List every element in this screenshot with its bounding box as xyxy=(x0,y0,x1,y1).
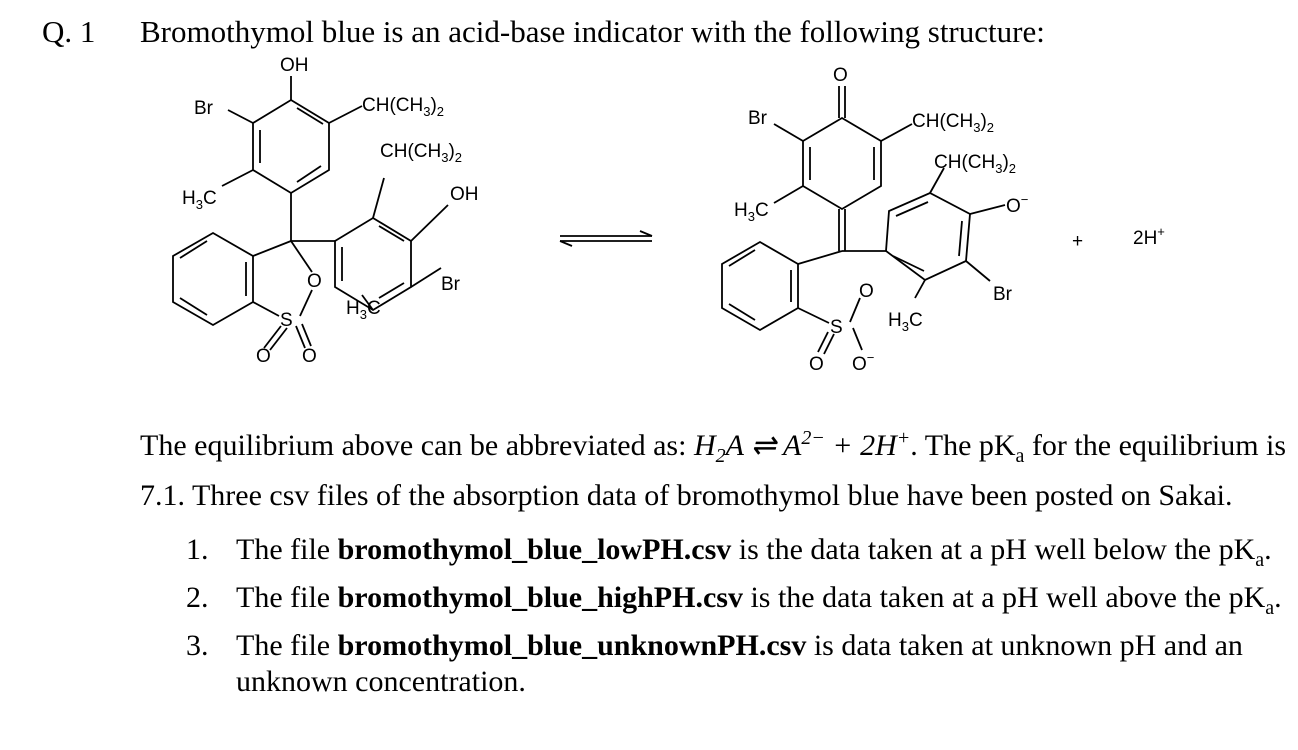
equation: $H_2A$ ⇌ $A^{2-} + 2H^+$ xyxy=(693,427,911,467)
right-phenolate-o: O− xyxy=(1006,192,1029,217)
left-isopropyl-a: $CH(CH_3)_2$ xyxy=(362,95,445,119)
left-isopropyl-b: $CH(CH_3)_2$ xyxy=(380,141,463,165)
left-oh-top: OH xyxy=(280,55,309,76)
right-br: Br xyxy=(748,108,767,129)
plus-sign: + xyxy=(1072,231,1084,252)
question-text: Bromothymol blue is an acid-base indicator with the following structure: xyxy=(140,14,1045,49)
right-br-bottom: Br xyxy=(993,284,1012,305)
left-sulfur: S xyxy=(280,310,293,331)
question-number: Q. 1 xyxy=(42,14,96,49)
right-methyl: $H_3C$ xyxy=(734,200,769,224)
equilibrium-paragraph: The equilibrium above can be abbreviated as: $H_2A$ ⇌ $A^{2-} + 2H^+$. The $pK_a$ for the equilibrium is 7.1. Three csv files of the absorption data of bromothymol blue have been posted on Sakai. xyxy=(140,427,1287,512)
left-br-bottom: Br xyxy=(441,274,460,295)
left-ring-oxygen: O xyxy=(307,271,322,292)
left-oh-right: OH xyxy=(450,184,479,205)
file-name: bromothymol_blue_lowPH.csv xyxy=(337,533,732,566)
right-isopropyl-b: $CH(CH_3)_2$ xyxy=(934,152,1017,176)
list-item: 3. The file bromothymol_blue_unknownPH.csv is data taken at unknown pH and an unknown concentration. xyxy=(186,629,1243,698)
left-br: Br xyxy=(194,98,213,119)
list-item: 2. The file bromothymol_blue_highPH.csv is the data taken at a pH well above the $pK_a$. xyxy=(186,581,1282,619)
left-sulfonyl-o1: O xyxy=(256,346,271,367)
left-methyl-bottom: $H_3C$ xyxy=(346,298,381,322)
right-isopropyl-a: $CH(CH_3)_2$ xyxy=(912,111,995,135)
right-sulfonyl-o-a: O xyxy=(859,281,874,302)
right-molecule xyxy=(722,65,1028,375)
two-protons: 2H+ xyxy=(1133,224,1165,249)
file-name: bromothymol_blue_unknownPH.csv xyxy=(337,629,807,662)
file-list xyxy=(186,532,1286,702)
right-sulfonate-o-minus: O− xyxy=(852,350,875,375)
right-sulfonyl-o-b: O xyxy=(809,354,824,375)
list-item: 1. The file bromothymol_blue_lowPH.csv is the data taken at a pH well below the $pK_a$. xyxy=(186,533,1272,571)
right-methyl-bottom: $H_3C$ xyxy=(888,310,923,334)
file-name: bromothymol_blue_highPH.csv xyxy=(337,581,743,614)
right-sulfur: S xyxy=(830,317,843,338)
equilibrium-arrow-icon xyxy=(560,231,652,246)
left-methyl: $H_3C$ xyxy=(182,188,217,212)
left-sulfonyl-o2: O xyxy=(302,346,317,367)
left-molecule xyxy=(173,55,479,367)
right-carbonyl-o: O xyxy=(833,65,848,86)
